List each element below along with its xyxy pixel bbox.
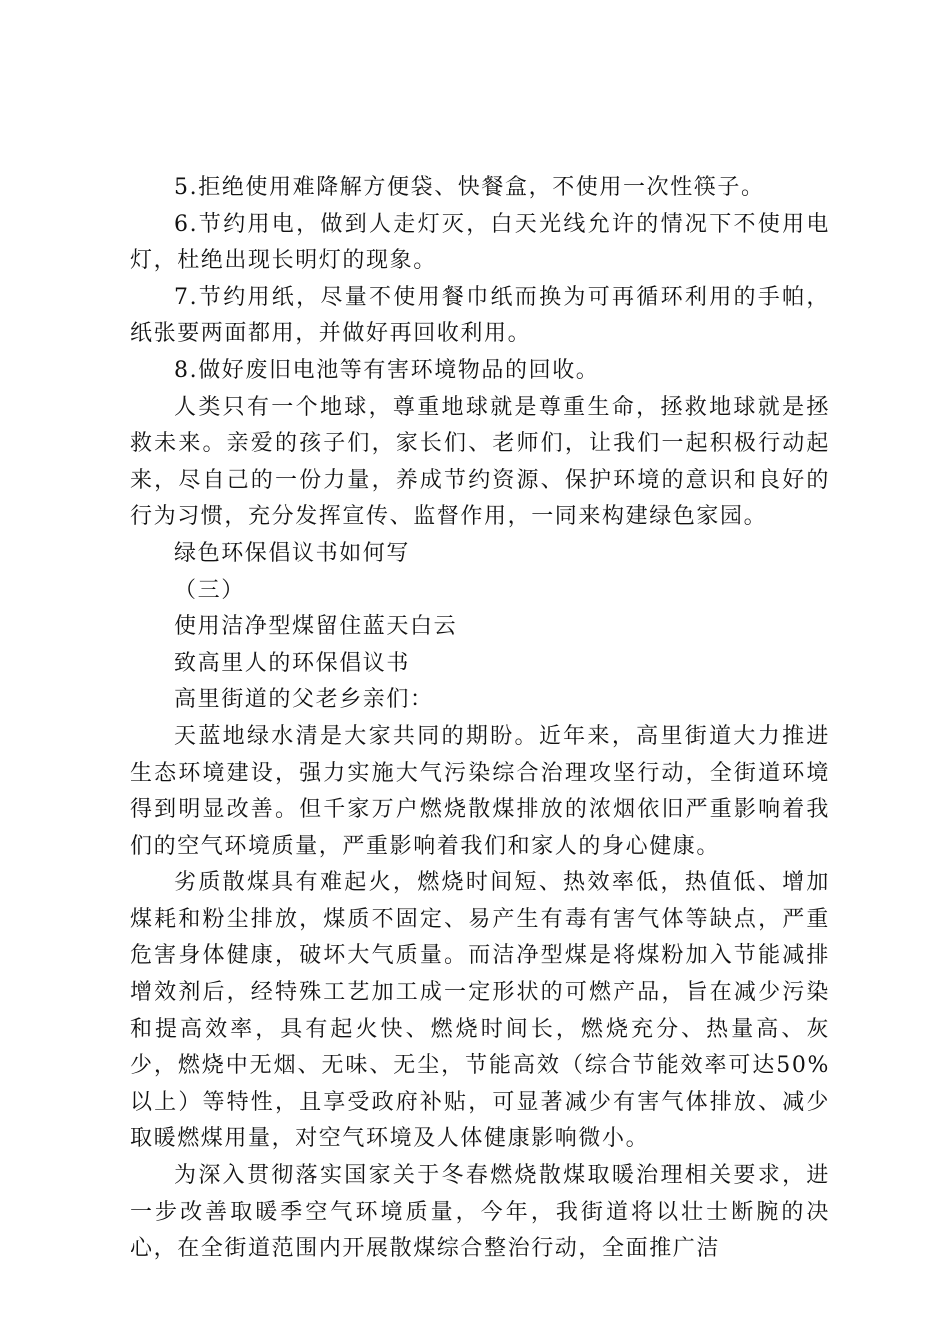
salutation: 高里街道的父老乡亲们： bbox=[174, 687, 434, 713]
proposal-subtitle: 致高里人的环保倡议书 bbox=[174, 650, 411, 676]
body-paragraph-3: 为深入贯彻落实国家关于冬春燃烧散煤取暖治理相关要求，进一步改善取暖季空气环境质量，今年，我街道将以壮士断腕的决心，在全街道范围内开展散煤综合整治行动，全面推广洁 bbox=[130, 1163, 830, 1262]
proposal-title: 使用洁净型煤留住蓝天白云 bbox=[174, 614, 458, 640]
list-item-8: 8.做好废旧电池等有害环境物品的回收。 bbox=[174, 357, 600, 383]
list-item-7: 7.节约用纸，尽量不使用餐巾纸而换为可再循环利用的手帕，纸张要两面都用，并做好再回收利用。 bbox=[130, 284, 830, 347]
closing-paragraph: 人类只有一个地球，尊重地球就是尊重生命，拯救地球就是拯救未来。亲爱的孩子们，家长们、老师们，让我们一起积极行动起来，尽自己的一份力量，养成节约资源、保护环境的意识和良好的行为习惯，充分发挥宣传、监督作用，一同来构建绿色家园。 bbox=[130, 394, 830, 530]
list-item-6: 6.节约用电，做到人走灯灭，白天光线允许的情况下不使用电灯，杜绝出现长明灯的现象。 bbox=[130, 211, 830, 274]
body-paragraph-1: 天蓝地绿水清是大家共同的期盼。近年来，高里街道大力推进生态环境建设，强力实施大气污染综合治理攻坚行动，全街道环境得到明显改善。但千家万户燃烧散煤排放的浓烟依旧严重影响着我们的空气环境质量，严重影响着我们和家人的身心健康。 bbox=[130, 723, 830, 859]
document-page bbox=[130, 170, 830, 1268]
section-number: （三） bbox=[174, 577, 245, 603]
body-paragraph-2: 劣质散煤具有难起火，燃烧时间短、热效率低，热值低、增加煤耗和粉尘排放，煤质不固定、易产生有毒有害气体等缺点，严重危害身体健康，破坏大气质量。而洁净型煤是将煤粉加入节能减排增效剂后，经特殊工艺加工成一定形状的可燃产品，旨在减少污染和提高效率，具有起火快、燃烧时间长，燃烧充分、热量高、灰少，燃烧中无烟、无味、无尘，节能高效（综合节能效率可达50%以上）等特性，且享受政府补贴，可显著减少有害气体排放、减少取暖燃煤用量，对空气环境及人体健康影响微小。 bbox=[130, 870, 830, 1152]
section-heading: 绿色环保倡议书如何写 bbox=[174, 540, 411, 566]
list-item-5: 5.拒绝使用难降解方便袋、快餐盒，不使用一次性筷子。 bbox=[174, 175, 765, 200]
